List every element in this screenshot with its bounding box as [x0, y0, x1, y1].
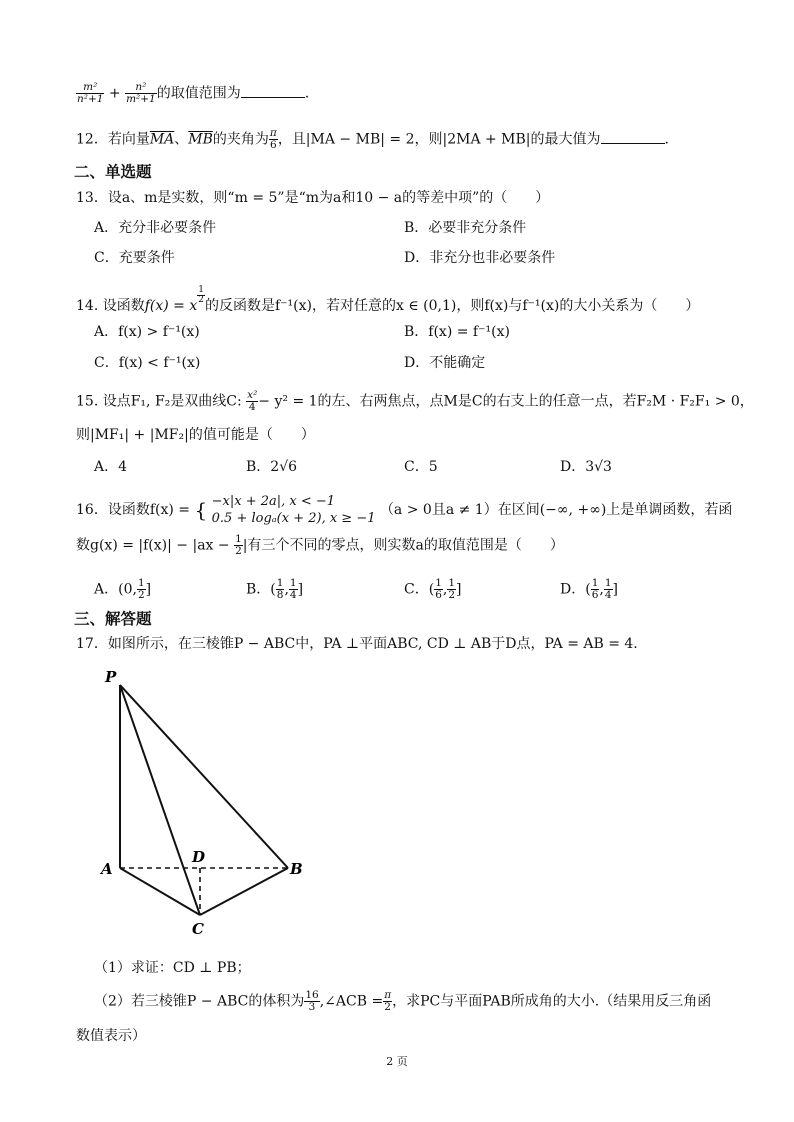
q14-option-c[interactable]: C．f(x) < f⁻¹(x) [94, 355, 201, 371]
question-13: 13．设a、m是实数，则“m = 5”是“m为a和10 − a的等差中项”的（ ） [76, 190, 550, 206]
fraction: $\frac{\text{x²}}{4}$ [247, 389, 258, 413]
q11-tail: $\frac{\text{m²}}{\text{n²+1}}$ + $\frac{\text{n²}}{\text{m²+1}}$ 的取值范围为 . [77, 81, 310, 105]
q13-option-a[interactable]: A．充分非必要条件 [94, 220, 217, 236]
section-heading-single-choice: 二、单选题 [74, 163, 152, 181]
fraction: $\frac{16}{3}$ [305, 989, 319, 1013]
question-16: 16．设函数f(x) = { −x|x + 2a|, x < −1 0.5 + logₐ(x + 2), x ≥ −1 （a > 0且a ≠ 1）在区间(−∞, +∞)上是单调函数，若函 [76, 494, 733, 526]
answer-blank [241, 83, 305, 98]
answer-blank [601, 129, 665, 144]
question-17-part1: （1）求证：CD ⊥ PB； [94, 960, 251, 976]
q13-option-d[interactable]: D．非充分也非必要条件 [404, 250, 556, 266]
q16-option-d[interactable]: D．( $\frac{1}{6}$ , $\frac{1}{4}$ ] [560, 577, 618, 601]
edge-bc [200, 868, 288, 915]
label-d: D [192, 848, 206, 866]
question-14: 14. 设函数f(x) = x $\frac{1}{2}$ 的反函数是f⁻¹(x)，若对任意的x ∈ (0,1)，则f(x)与f⁻¹(x)的大小关系为（ ） [76, 285, 700, 314]
fraction: $\frac{\text{n²}}{\text{m²+1}}$ [126, 81, 156, 105]
edge-pc [120, 685, 200, 915]
question-15: 15. 设点F₁, F₂是双曲线C: $\frac{\text{x²}}{4}$ − y² = 1的左、右两焦点，点M是C的右支上的任意一点，若F₂M · F₂F₁ > 0， [76, 389, 754, 413]
q14-option-a[interactable]: A．f(x) > f⁻¹(x) [94, 324, 200, 340]
question-16-line2: 数g(x) = |f(x)| − |ax − $\frac{1}{2}$ |有三个不同的零点，则实数a的取值范围是（ ） [76, 533, 564, 557]
q16-option-a[interactable]: A．(0, $\frac{1}{2}$ ] [94, 577, 152, 601]
page-number: 2 页 [386, 1055, 408, 1068]
fraction: $\frac{\pi}{6}$ [269, 127, 277, 151]
q14-option-b[interactable]: B．f(x) = f⁻¹(x) [404, 324, 510, 340]
fraction: $\frac{\text{m²}}{\text{n²+1}}$ [77, 81, 104, 105]
q15-option-c[interactable]: C．5 [404, 459, 438, 475]
exponent-fraction: $\frac{1}{2}$ [198, 285, 204, 305]
question-12: 12．若向量$\overline{MA}$、$\overline{MB}$的夹角为 $\frac{\pi}{6}$ ，且|MA − MB| = 2，则|2MA + MB|的最大值为 . [76, 127, 669, 151]
question-17-part2-line2: 数值表示） [76, 1028, 146, 1044]
q15-option-a[interactable]: A．4 [94, 459, 128, 475]
edge-ac [120, 868, 200, 915]
q15-option-d[interactable]: D．3√3 [560, 459, 612, 475]
q14-option-d[interactable]: D．不能确定 [404, 355, 486, 371]
question-15-line2: 则|MF₁| + |MF₂|的值可能是（ ） [76, 427, 315, 443]
question-17-part2: （2）若三棱锥P − ABC的体积为 $\frac{16}{3}$ ,∠ACB = $\frac{\pi}{2}$ ，求PC与平面PAB所成角的大小.（结果用反三角函 [94, 989, 712, 1013]
label-p: P [105, 668, 117, 686]
q16-option-c[interactable]: C．( $\frac{1}{6}$ , $\frac{1}{2}$ ] [404, 577, 462, 601]
q13-option-b[interactable]: B．必要非充分条件 [404, 220, 527, 236]
label-a: A [101, 860, 113, 878]
q13-option-c[interactable]: C．充要条件 [94, 250, 175, 266]
question-17: 17．如图所示，在三棱锥P − ABC中，PA ⊥平面ABC, CD ⊥ AB于D点，PA = AB = 4. [76, 636, 638, 652]
label-c: C [192, 920, 204, 938]
section-heading-solution: 三、解答题 [74, 610, 152, 628]
fraction: $\frac{\pi}{2}$ [384, 989, 392, 1013]
q16-option-b[interactable]: B．( $\frac{1}{8}$ , $\frac{1}{4}$ ] [246, 577, 304, 601]
fraction: $\frac{1}{2}$ [235, 533, 242, 557]
pyramid-diagram [95, 660, 315, 940]
label-b: B [290, 860, 303, 878]
q15-option-b[interactable]: B．2√6 [246, 459, 298, 475]
edge-pb [120, 685, 288, 868]
